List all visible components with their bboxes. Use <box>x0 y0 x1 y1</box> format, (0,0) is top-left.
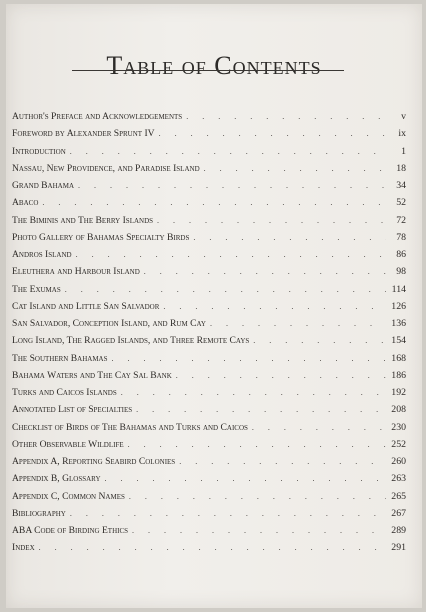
dot-leader <box>70 505 386 522</box>
toc-entry-page-number: 208 <box>391 404 406 416</box>
toc-entry-label: Index <box>12 542 35 554</box>
book-page <box>6 4 422 608</box>
toc-entry-page-number: 136 <box>391 318 406 329</box>
toc-entry-page-number: 1 <box>401 145 406 157</box>
toc-entry-page-number: 78 <box>396 231 406 243</box>
toc-entry-label: The Biminis and The Berry Islands <box>12 214 154 226</box>
toc-entry <box>12 453 406 470</box>
toc-entry <box>12 125 406 142</box>
title-underline <box>72 70 344 71</box>
toc-entry-page-number: 267 <box>391 507 406 519</box>
toc-entry <box>12 436 406 453</box>
dot-leader <box>76 246 386 263</box>
toc-entry-page-number: 192 <box>391 387 406 398</box>
toc-entry-label: The Southern Bahamas <box>12 352 108 364</box>
toc-entry <box>12 488 406 505</box>
toc-entry-page-number: 291 <box>391 542 406 554</box>
toc-entry-label: Andros Island <box>12 249 72 260</box>
toc-entry <box>12 246 406 263</box>
table-of-contents <box>12 108 406 557</box>
dot-leader <box>253 332 386 349</box>
toc-entry-page-number: 186 <box>391 369 406 381</box>
toc-entry-label: Photo Gallery of Bahamas Specialty Birds <box>12 231 190 243</box>
dot-leader <box>70 143 386 160</box>
toc-entry-page-number: 72 <box>396 214 406 226</box>
toc-entry <box>12 212 406 229</box>
toc-entry-page-number: 263 <box>391 473 406 485</box>
toc-entry <box>12 177 406 194</box>
toc-entry-label: Annotated List of Specialties <box>12 404 133 416</box>
toc-entry <box>12 332 406 349</box>
toc-entry-page-number: v <box>401 111 406 122</box>
dot-leader <box>121 384 386 401</box>
dot-leader <box>179 453 386 470</box>
toc-entry-page-number: 154 <box>391 335 406 347</box>
toc-entry-label: Turks and Caicos Islands <box>12 387 117 398</box>
toc-entry-page-number: 289 <box>391 525 406 536</box>
dot-leader <box>163 298 386 315</box>
toc-entry-label: ABA Code of Birding Ethics <box>12 525 129 536</box>
page-title: Table of Contents <box>106 51 322 81</box>
toc-entry <box>12 315 406 332</box>
dot-leader <box>39 539 386 556</box>
toc-entry-label: Abaco <box>12 197 39 209</box>
dot-leader <box>136 401 386 418</box>
toc-entry-page-number: 260 <box>391 456 406 467</box>
toc-entry-page-number: 18 <box>396 162 406 174</box>
dot-leader <box>186 108 386 125</box>
dot-leader <box>176 367 386 384</box>
toc-entry-label: Bahama Waters and The Cay Sal Bank <box>12 369 172 381</box>
toc-entry <box>12 229 406 246</box>
toc-entry <box>12 160 406 177</box>
dot-leader <box>128 436 386 453</box>
toc-entry-label: Cat Island and Little San Salvador <box>12 300 160 312</box>
dot-leader <box>112 350 386 367</box>
toc-entry-page-number: 52 <box>396 197 406 209</box>
toc-entry-page-number: 86 <box>396 249 406 260</box>
toc-entry-label: Grand Bahama <box>12 180 75 191</box>
dot-leader <box>210 315 386 332</box>
toc-entry <box>12 419 406 436</box>
toc-entry-page-number: 230 <box>391 421 406 433</box>
dot-leader <box>132 522 386 539</box>
toc-entry-label: Appendix C, Common Names <box>12 490 125 502</box>
toc-entry-label: Checklist of Birds of The Bahamas and Turks and Caicos <box>12 421 248 433</box>
toc-entry <box>12 298 406 315</box>
dot-leader <box>144 263 386 280</box>
toc-entry-label: Long Island, The Ragged Islands, and Three Remote Cays <box>12 335 250 347</box>
toc-entry <box>12 350 406 367</box>
toc-entry <box>12 384 406 401</box>
toc-entry <box>12 539 406 556</box>
toc-entry <box>12 367 406 384</box>
dot-leader <box>204 160 386 177</box>
dot-leader <box>159 125 386 142</box>
toc-entry-page-number: 34 <box>396 180 406 191</box>
toc-entry-label: San Salvador, Conception Island, and Rum Cay <box>12 318 206 329</box>
toc-entry <box>12 263 406 280</box>
dot-leader <box>129 488 386 505</box>
dot-leader <box>42 194 386 211</box>
toc-entry-label: Introduction <box>12 145 66 157</box>
toc-entry-label: Author's Preface and Acknowledgements <box>12 111 183 122</box>
toc-entry-page-number: 126 <box>391 300 406 312</box>
toc-entry-page-number: 114 <box>391 283 406 295</box>
toc-entry <box>12 143 406 160</box>
toc-entry-page-number: ix <box>398 128 406 140</box>
toc-entry-page-number: 265 <box>391 490 406 502</box>
dot-leader <box>193 229 386 246</box>
toc-entry-label: Foreword by Alexander Sprunt IV <box>12 128 155 140</box>
toc-entry <box>12 108 406 125</box>
toc-entry-page-number: 252 <box>391 438 406 450</box>
toc-entry <box>12 194 406 211</box>
dot-leader <box>65 281 386 298</box>
toc-entry-label: Appendix A, Reporting Seabird Colonies <box>12 456 176 467</box>
toc-entry <box>12 522 406 539</box>
toc-entry <box>12 281 406 298</box>
toc-entry-label: Bibliography <box>12 507 66 519</box>
dot-leader <box>252 419 386 436</box>
toc-entry-page-number: 98 <box>396 266 406 278</box>
dot-leader <box>78 177 386 194</box>
toc-entry <box>12 401 406 418</box>
toc-entry <box>12 470 406 487</box>
toc-entry-label: Other Observable Wildlife <box>12 438 124 450</box>
toc-entry-label: Nassau, New Providence, and Paradise Island <box>12 162 200 174</box>
toc-entry-label: Eleuthera and Harbour Island <box>12 266 140 278</box>
toc-entry-label: The Exumas <box>12 283 61 295</box>
toc-entry-label: Appendix B, Glossary <box>12 473 101 485</box>
toc-entry-page-number: 168 <box>391 352 406 364</box>
toc-entry <box>12 505 406 522</box>
dot-leader <box>105 470 386 487</box>
dot-leader <box>157 212 386 229</box>
